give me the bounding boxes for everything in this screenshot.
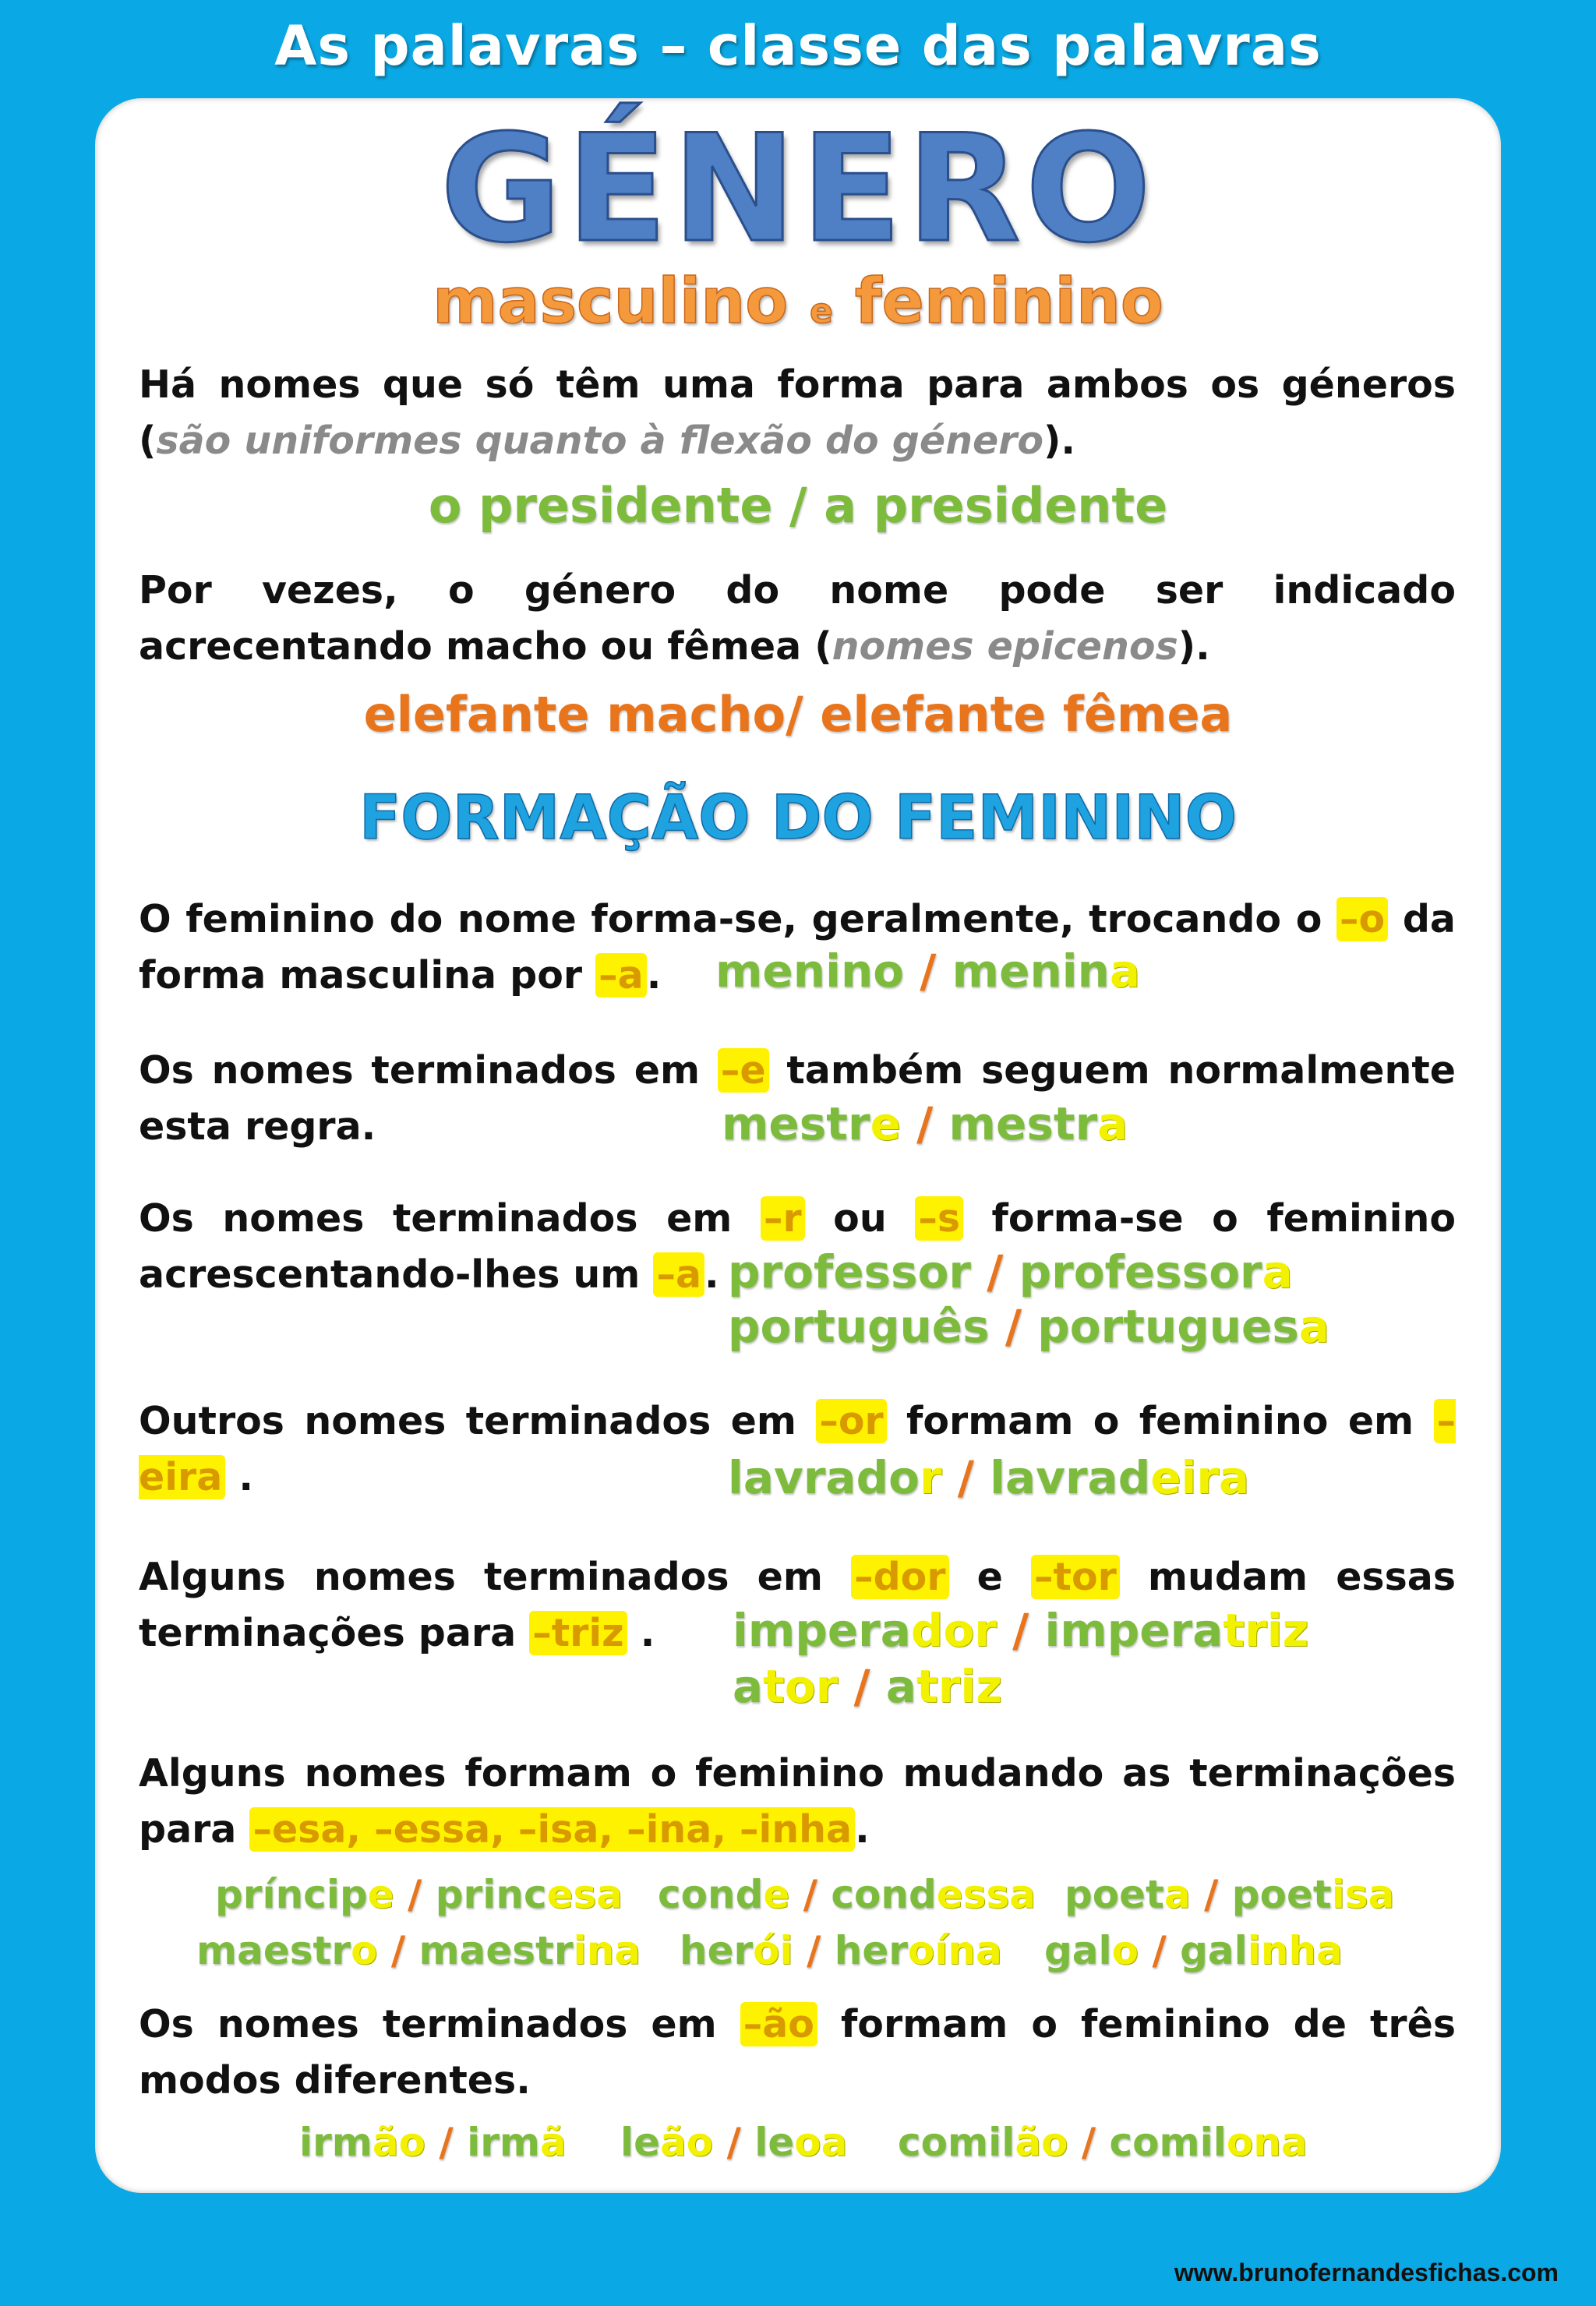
ending-highlight: –r <box>761 1196 805 1241</box>
example-word: cond <box>831 1872 937 1917</box>
text: Por vezes, o género do nome pode ser indicado acrecentando macho ou fêmea ( <box>139 568 1456 669</box>
example-word: portugues <box>1037 1300 1299 1353</box>
text: Alguns nomes terminados em <box>139 1555 852 1599</box>
example-word: princ <box>435 1872 547 1917</box>
text: ou <box>804 1196 916 1241</box>
subtitle-feminino: feminino <box>854 265 1163 337</box>
example-word: impera <box>1044 1604 1223 1657</box>
example-word: maestr <box>196 1928 351 1973</box>
ending-highlight: –dor <box>851 1555 948 1599</box>
text: ). <box>1043 418 1076 463</box>
text: e <box>948 1555 1032 1599</box>
ending: e <box>367 1872 394 1917</box>
example-heroi <box>680 1928 1002 1973</box>
example-ator <box>733 1660 1002 1713</box>
example-comilao <box>898 2120 1308 2165</box>
subtitle-connector: e <box>810 291 833 331</box>
separator: / <box>394 1872 436 1917</box>
example-word: gal <box>1044 1928 1112 1973</box>
example-word: irm <box>467 2120 540 2165</box>
text: Os nomes terminados em <box>139 1196 761 1241</box>
ending: a <box>1097 1097 1128 1150</box>
example-word: gal <box>1180 1928 1248 1973</box>
ending: oa <box>794 2120 848 2165</box>
separator: / <box>1190 1872 1232 1917</box>
text: Outros nomes terminados em <box>139 1399 817 1443</box>
ending: triz <box>916 1660 1003 1713</box>
ending: a <box>1163 1872 1191 1917</box>
italic-term: nomes epicenos <box>832 624 1178 669</box>
example-maestro <box>196 1928 641 1973</box>
separator: / <box>1139 1928 1181 1973</box>
example-word: príncip <box>215 1872 368 1917</box>
main-title: GÉNERO <box>440 103 1156 275</box>
ending: a <box>1109 945 1141 998</box>
ending: e <box>870 1097 901 1150</box>
example-word: le <box>754 2120 795 2165</box>
ending: essa <box>936 1872 1036 1917</box>
ending-highlight: –e <box>718 1048 769 1093</box>
example-word: poet <box>1065 1872 1164 1917</box>
text: mudam essas terminações para <box>139 1555 1456 1655</box>
text: O feminino do nome forma-se, geralmente, trocando o <box>139 897 1337 941</box>
example-word: português <box>728 1300 990 1353</box>
example-word: a <box>885 1660 917 1713</box>
ending: isa <box>1331 1872 1395 1917</box>
example-menino <box>715 945 1140 998</box>
separator: / <box>904 945 952 998</box>
text: formam o feminino em <box>886 1399 1434 1443</box>
uniform-example: o presidente / a presidente <box>428 477 1168 534</box>
example-word: comil <box>898 2120 1015 2165</box>
example-word: lavrad <box>990 1451 1151 1504</box>
text: . <box>225 1455 253 1499</box>
example-word: irm <box>299 2120 373 2165</box>
ending-highlight: –tor <box>1031 1555 1120 1599</box>
example-principe <box>215 1872 623 1917</box>
epicene-paragraph <box>139 563 1456 675</box>
separator: / <box>377 1928 419 1973</box>
separator: / <box>789 1872 832 1917</box>
ending: triz <box>1223 1604 1309 1657</box>
example-word: lavrado <box>728 1451 920 1504</box>
ending-highlight: –a <box>595 953 647 998</box>
separator: / <box>900 1097 949 1150</box>
example-word: her <box>834 1928 908 1973</box>
text: Há nomes que só têm uma forma para ambos os géneros ( <box>139 362 1456 463</box>
example-word: mestr <box>722 1097 870 1150</box>
text: da forma masculina por <box>139 897 1457 998</box>
separator: / <box>838 1660 886 1713</box>
example-portugues <box>728 1300 1329 1353</box>
separator: / <box>713 2120 755 2165</box>
ending: tor <box>763 1660 839 1713</box>
ending: ói <box>753 1928 793 1973</box>
text: ). <box>1178 624 1210 669</box>
ending-highlight: –o <box>1336 897 1388 941</box>
text: . <box>627 1611 655 1655</box>
text: Os nomes terminados em <box>139 1048 718 1093</box>
ending: o <box>351 1928 378 1973</box>
separator: / <box>425 2120 468 2165</box>
example-word: poet <box>1231 1872 1332 1917</box>
ending: esa <box>546 1872 623 1917</box>
ending: ã <box>539 2120 567 2165</box>
ending: inha <box>1247 1928 1343 1973</box>
separator: / <box>971 1245 1019 1298</box>
example-professor <box>728 1245 1293 1298</box>
ending: ona <box>1226 2120 1308 2165</box>
formation-title: FORMAÇÃO DO FEMININO <box>358 783 1237 853</box>
ending: dor <box>910 1604 997 1657</box>
example-galo <box>1044 1928 1343 1973</box>
text: também seguem normalmente esta regra. <box>139 1048 1456 1149</box>
example-lavrador <box>728 1451 1249 1504</box>
ending: ão <box>660 2120 714 2165</box>
text: . <box>855 1807 870 1852</box>
ending-highlight: –eira <box>139 1399 1457 1499</box>
example-conde <box>658 1872 1036 1917</box>
example-word: professor <box>1019 1245 1262 1298</box>
ending-highlight: –triz <box>529 1611 627 1655</box>
separator: / <box>989 1300 1038 1353</box>
subtitle <box>0 265 1596 337</box>
example-leao <box>620 2120 847 2165</box>
ending-highlight: –s <box>915 1196 963 1241</box>
example-poeta <box>1065 1872 1394 1917</box>
example-word: cond <box>658 1872 764 1917</box>
example-word: a <box>733 1660 764 1713</box>
ending: ão <box>372 2120 425 2165</box>
example-word: maestr <box>418 1928 574 1973</box>
ending: ina <box>573 1928 641 1973</box>
example-word: menin <box>952 945 1110 998</box>
ending: eira <box>1150 1451 1250 1504</box>
ending: a <box>1298 1300 1330 1353</box>
subtitle-masculino: masculino <box>433 265 789 337</box>
epicene-example: elefante macho/ elefante fêmea <box>363 686 1233 743</box>
example-mestre <box>722 1097 1128 1150</box>
example-word: le <box>620 2120 661 2165</box>
text: Alguns nomes formam o feminino mudando as terminações para <box>139 1751 1456 1852</box>
ending: ão <box>1015 2120 1068 2165</box>
example-word: impera <box>733 1604 911 1657</box>
ending: o <box>1111 1928 1139 1973</box>
ending: a <box>1262 1245 1293 1298</box>
ending-highlight: –ão <box>740 2002 817 2046</box>
separator: / <box>793 1928 835 1973</box>
example-word: her <box>680 1928 754 1973</box>
ending-highlight: –a <box>653 1252 704 1297</box>
text: . <box>704 1252 719 1297</box>
separator: / <box>941 1451 990 1504</box>
separator: / <box>1068 2120 1110 2165</box>
italic-term: são uniformes quanto à flexão do género <box>156 418 1044 463</box>
separator: / <box>996 1604 1045 1657</box>
text: forma-se o feminino acrescentando-lhes um <box>139 1196 1456 1297</box>
example-word: mestr <box>948 1097 1098 1150</box>
rule-ao <box>139 1997 1456 2109</box>
example-word: professor <box>728 1245 972 1298</box>
text: Os nomes terminados em <box>139 2002 740 2046</box>
example-word: comil <box>1109 2120 1227 2165</box>
ending: oína <box>907 1928 1002 1973</box>
text: formam o feminino de três modos diferentes. <box>139 2002 1456 2103</box>
ending-highlight: –or <box>816 1399 886 1443</box>
example-imperador <box>733 1604 1308 1657</box>
header-title: As palavras – classe das palavras <box>274 14 1322 78</box>
uniform-nouns-paragraph <box>139 357 1456 469</box>
example-word: menino <box>715 945 905 998</box>
rule-esa-inha <box>139 1746 1456 1858</box>
text: . <box>646 953 662 998</box>
ending-highlight: –esa, –essa, –isa, –ina, –inha <box>249 1807 855 1852</box>
footer-url: www.brunofernandesfichas.com <box>1174 2258 1559 2287</box>
ending: r <box>919 1451 942 1504</box>
example-irmao <box>299 2120 567 2165</box>
ending: e <box>763 1872 790 1917</box>
